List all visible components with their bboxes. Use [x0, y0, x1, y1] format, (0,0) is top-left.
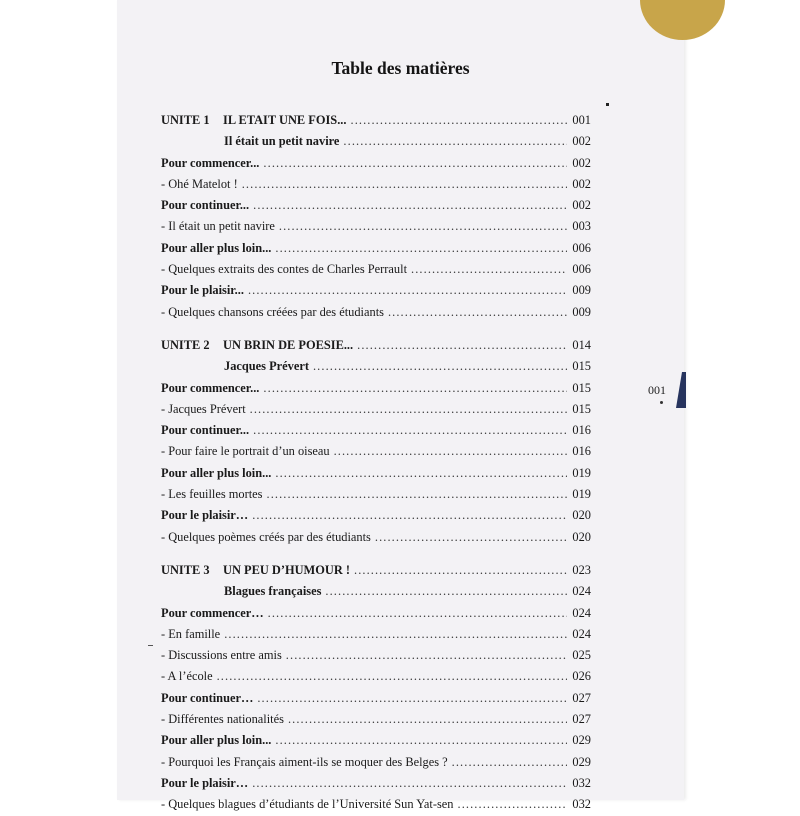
dot-leader: [253, 420, 567, 441]
dot-leader: [325, 581, 567, 602]
toc-entry-item: [161, 302, 591, 323]
dot-leader: [275, 730, 567, 751]
toc-entry-text: Il était un petit navire: [224, 134, 340, 149]
toc-entry-bold: [161, 463, 591, 484]
toc-entry-text: - Jacques Prévert: [161, 401, 246, 416]
dot-leader: [252, 773, 567, 794]
toc-page-number: 014: [572, 337, 591, 352]
toc-entry-unit: [161, 560, 591, 581]
toc-page-number: 024: [572, 584, 591, 599]
toc-entry-item: [161, 484, 591, 505]
toc-entry-text: - Pourquoi les Français aiment-ils se moquer des Belges ?: [161, 754, 448, 769]
toc-entry-text: - Quelques poèmes créés par des étudiants: [161, 529, 371, 544]
toc-entry-sub: [161, 356, 591, 377]
toc-entry-item: [161, 216, 591, 237]
toc-entry-text: Pour le plaisir...: [161, 283, 244, 298]
dot-leader: [242, 174, 567, 195]
toc-entry-item: [161, 709, 591, 730]
dot-leader: [411, 259, 567, 280]
toc-entry-bold: [161, 378, 591, 399]
toc-page-number: 026: [572, 669, 591, 684]
toc-entry-text: Pour continuer...: [161, 423, 250, 438]
dot-leader: [275, 238, 567, 259]
toc-page-number: 015: [572, 401, 591, 416]
dot-leader: [263, 153, 567, 174]
toc-page-number: 016: [572, 444, 591, 459]
dot-leader: [286, 645, 567, 666]
toc-entry-text: - En famille: [161, 626, 221, 641]
side-tab-dot: [660, 401, 663, 404]
toc-entry-bold: [161, 688, 591, 709]
toc-unit-heading: [161, 110, 347, 131]
toc-entry-text: - A l’école: [161, 669, 213, 684]
dot-leader: [253, 195, 567, 216]
toc-page-number: 015: [572, 380, 591, 395]
dot-leader: [313, 356, 567, 377]
toc-entry-text: Pour commencer…: [161, 605, 264, 620]
toc-entry-text: - Quelques blagues d’étudiants de l’Université Sun Yat-sen: [161, 797, 454, 812]
dot-leader: [248, 280, 567, 301]
toc-page-number: 002: [572, 176, 591, 191]
toc-page-number: 027: [572, 712, 591, 727]
dot-leader: [354, 560, 567, 581]
toc-page-number: 025: [572, 648, 591, 663]
toc-entry-item: [161, 441, 591, 462]
toc-entry-bold: [161, 505, 591, 526]
toc-entry-bold: [161, 730, 591, 751]
dot-leader: [279, 216, 567, 237]
dot-leader: [250, 399, 567, 420]
print-mark: [606, 103, 609, 106]
dot-leader: [375, 527, 567, 548]
toc-entry-text: Pour aller plus loin...: [161, 240, 272, 255]
toc-page-number: 032: [572, 775, 591, 790]
toc-page-number: 003: [572, 219, 591, 234]
toc-entry-unit: [161, 110, 591, 131]
toc-entry-text: - Quelques chansons créées par des étudiants: [161, 304, 384, 319]
dot-leader: [257, 688, 567, 709]
toc-page-number: 029: [572, 733, 591, 748]
toc-page-number: 020: [572, 508, 591, 523]
toc-page-number: 002: [572, 134, 591, 149]
toc-entry-bold: [161, 280, 591, 301]
toc-entry-item: [161, 399, 591, 420]
toc-page-number: 002: [572, 198, 591, 213]
dot-leader: [252, 505, 567, 526]
toc-unit-title: UN BRIN DE POESIE...: [223, 337, 354, 352]
dot-leader: [334, 441, 567, 462]
toc-unit-title: UN PEU D’HUMOUR !: [223, 562, 350, 577]
toc-entry-bold: [161, 153, 591, 174]
toc-page-number: 016: [572, 423, 591, 438]
toc-unit-title: IL ETAIT UNE FOIS...: [223, 113, 347, 127]
dot-leader: [224, 624, 567, 645]
table-of-contents: [161, 110, 591, 816]
toc-entry-item: [161, 527, 591, 548]
toc-page-number: 024: [572, 605, 591, 620]
toc-unit-heading: [161, 560, 350, 581]
dot-leader: [263, 378, 567, 399]
toc-entry-text: Blagues françaises: [224, 584, 322, 599]
toc-entry-item: [161, 624, 591, 645]
toc-entry-sub: [161, 131, 591, 152]
toc-entry-text: - Ohé Matelot !: [161, 176, 238, 191]
toc-entry-text: - Pour faire le portrait d’un oiseau: [161, 444, 330, 459]
toc-entry-item: [161, 645, 591, 666]
toc-entry-text: Pour aller plus loin...: [161, 465, 272, 480]
dot-leader: [288, 709, 567, 730]
dot-leader: [217, 666, 567, 687]
toc-entry-item: [161, 752, 591, 773]
toc-page-number: 009: [572, 283, 591, 298]
dot-leader: [458, 794, 567, 815]
toc-page-number: 032: [572, 797, 591, 812]
toc-page-number: 001: [572, 113, 591, 127]
dot-leader: [388, 302, 567, 323]
toc-entry-text: Pour continuer…: [161, 690, 254, 705]
toc-entry-text: - Différentes nationalités: [161, 712, 284, 727]
toc-page-number: 009: [572, 304, 591, 319]
toc-entry-text: - Discussions entre amis: [161, 648, 282, 663]
dot-leader: [452, 752, 567, 773]
toc-entry-text: Pour le plaisir…: [161, 508, 249, 523]
toc-unit-number: UNITE 1: [161, 113, 210, 127]
toc-entry-text: - Il était un petit navire: [161, 219, 275, 234]
toc-entry-bold: [161, 420, 591, 441]
dot-leader: [357, 335, 567, 356]
dot-leader: [343, 131, 567, 152]
toc-page-number: 006: [572, 240, 591, 255]
toc-page-number: 027: [572, 690, 591, 705]
toc-page-number: 024: [572, 626, 591, 641]
toc-entry-text: Pour aller plus loin...: [161, 733, 272, 748]
toc-unit-number: UNITE 3: [161, 562, 210, 577]
dot-leader: [351, 110, 568, 131]
toc-unit-number: UNITE 2: [161, 337, 210, 352]
toc-entry-text: Pour continuer...: [161, 198, 250, 213]
toc-page-number: 019: [572, 465, 591, 480]
toc-entry-sub: [161, 581, 591, 602]
toc-entry-item: [161, 174, 591, 195]
toc-entry-text: - Les feuilles mortes: [161, 487, 263, 502]
toc-entry-text: Pour commencer...: [161, 155, 260, 170]
page-title: Table des matières: [331, 58, 470, 78]
toc-page-number: 029: [572, 754, 591, 769]
toc-entry-bold: [161, 238, 591, 259]
toc-unit-heading: [161, 335, 353, 356]
toc-page-number: 019: [572, 487, 591, 502]
toc-page-number: 020: [572, 529, 591, 544]
toc-entry-unit: [161, 335, 591, 356]
toc-page-number: 002: [572, 155, 591, 170]
print-mark: [148, 645, 153, 646]
side-tab-label: 001: [648, 383, 666, 397]
toc-page-number: 006: [572, 262, 591, 277]
dot-leader: [268, 603, 567, 624]
section-gap: [161, 323, 591, 335]
section-gap: [161, 548, 591, 560]
toc-entry-item: [161, 259, 591, 280]
toc-page-number: 023: [572, 562, 591, 577]
dot-leader: [275, 463, 567, 484]
toc-entry-bold: [161, 195, 591, 216]
toc-entry-text: Pour commencer...: [161, 380, 260, 395]
toc-entry-text: Jacques Prévert: [224, 359, 309, 374]
toc-entry-text: - Quelques extraits des contes de Charles Perrault: [161, 262, 408, 277]
toc-entry-text: Pour le plaisir…: [161, 775, 249, 790]
toc-entry-item: [161, 666, 591, 687]
toc-entry-bold: [161, 603, 591, 624]
toc-entry-item: [161, 794, 591, 815]
toc-page-number: 015: [572, 359, 591, 374]
toc-entry-bold: [161, 773, 591, 794]
dot-leader: [267, 484, 567, 505]
